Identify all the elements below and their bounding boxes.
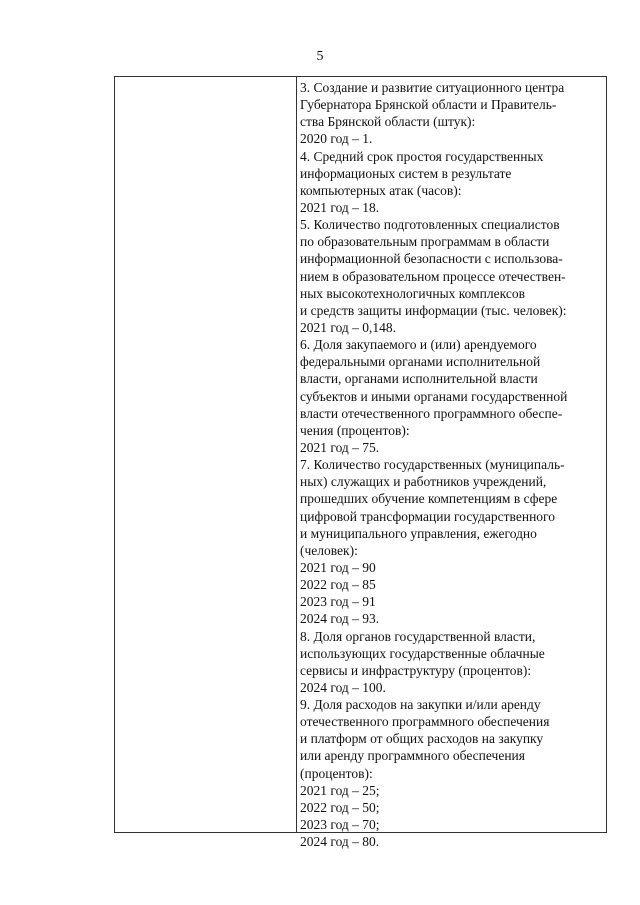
indicator-line: 2020 год – 1. bbox=[300, 131, 373, 147]
indicator-line: Губернатора Брянской области и Правитель- bbox=[300, 97, 557, 113]
indicator-line: по образовательным программам в области bbox=[300, 234, 550, 250]
indicator-line: и средств защиты информации (тыс. человек): bbox=[300, 302, 567, 318]
indicator-line: 5. Количество подготовленных специалистов bbox=[300, 217, 560, 233]
indicator-line: (человек): bbox=[300, 542, 358, 558]
indicator-line: прошедших обучение компетенциям в сфере bbox=[300, 491, 558, 507]
indicator-line: 6. Доля закупаемого и (или) арендуемого bbox=[300, 337, 537, 353]
indicator-line: 3. Создание и развитие ситуационного центра bbox=[300, 80, 565, 95]
indicator-line: 2022 год – 85 bbox=[300, 577, 376, 593]
indicator-line: цифровой трансформации государственного bbox=[300, 508, 555, 524]
indicator-line: 2024 год – 93. bbox=[300, 611, 380, 627]
indicator-line: ных) служащих и работников учреждений, bbox=[300, 474, 547, 490]
indicator-line: 2021 год – 25; bbox=[300, 782, 380, 798]
indicator-line: федеральными органами исполнительной bbox=[300, 354, 541, 370]
indicator-line: ства Брянской области (штук): bbox=[300, 114, 476, 130]
indicator-line: 2022 год – 50; bbox=[300, 799, 380, 815]
indicator-line: 2023 год – 91 bbox=[300, 594, 376, 610]
indicator-line: 2021 год – 0,148. bbox=[300, 319, 397, 335]
indicator-line: сервисы и инфраструктуру (процентов): bbox=[300, 662, 532, 678]
indicator-item bbox=[300, 628, 605, 697]
indicator-line: 2024 год – 100. bbox=[300, 679, 386, 695]
indicators-table bbox=[114, 76, 607, 850]
indicator-line: 9. Доля расходов на закупки и/или аренду bbox=[300, 697, 541, 713]
indicator-line: или аренду программного обеспечения bbox=[300, 748, 525, 764]
indicator-line: 2024 год – 80. bbox=[300, 834, 380, 850]
indicator-line: информационых систем в результате bbox=[300, 165, 512, 181]
indicator-line: и муниципального управления, ежегодно bbox=[300, 525, 537, 541]
indicator-item bbox=[300, 336, 605, 456]
indicator-item bbox=[300, 456, 605, 627]
indicator-line: 2021 год – 90 bbox=[300, 559, 376, 575]
indicator-line: нием в образовательном процессе отечествен- bbox=[300, 268, 566, 284]
indicator-line: и платформ от общих расходов на закупку bbox=[300, 731, 544, 747]
page-number: 5 bbox=[316, 49, 324, 64]
indicator-line: чения (процентов): bbox=[300, 422, 410, 438]
indicator-line: 8. Доля органов государственной власти, bbox=[300, 628, 536, 644]
column-divider bbox=[296, 77, 297, 832]
indicator-item bbox=[300, 696, 605, 850]
indicator-item bbox=[300, 79, 605, 148]
indicator-line: ных высокотехнологичных комплексов bbox=[300, 285, 525, 301]
indicator-item bbox=[300, 216, 605, 336]
indicator-line: компьютерных атак (часов): bbox=[300, 182, 462, 198]
indicator-line: власти, органами исполнительной власти bbox=[300, 371, 538, 387]
indicator-line: субъектов и иными органами государственной bbox=[300, 388, 568, 404]
indicator-line: власти отечественного программного обеспе- bbox=[300, 405, 563, 421]
indicator-line: 2021 год – 75. bbox=[300, 439, 380, 455]
table-left-cell bbox=[115, 77, 296, 832]
indicator-line: (процентов): bbox=[300, 765, 373, 781]
indicator-line: 2021 год – 18. bbox=[300, 199, 380, 215]
indicator-line: 7. Количество государственных (муниципаль- bbox=[300, 457, 565, 473]
indicator-line: 2023 год – 70; bbox=[300, 817, 380, 833]
indicator-line: информационной безопасности с использова- bbox=[300, 251, 563, 267]
indicators-cell bbox=[300, 79, 605, 850]
indicator-item bbox=[300, 148, 605, 217]
indicator-line: отечественного программного обеспечения bbox=[300, 714, 550, 730]
indicator-line: использующих государственные облачные bbox=[300, 645, 545, 661]
indicator-line: 4. Средний срок простоя государственных bbox=[300, 148, 544, 164]
